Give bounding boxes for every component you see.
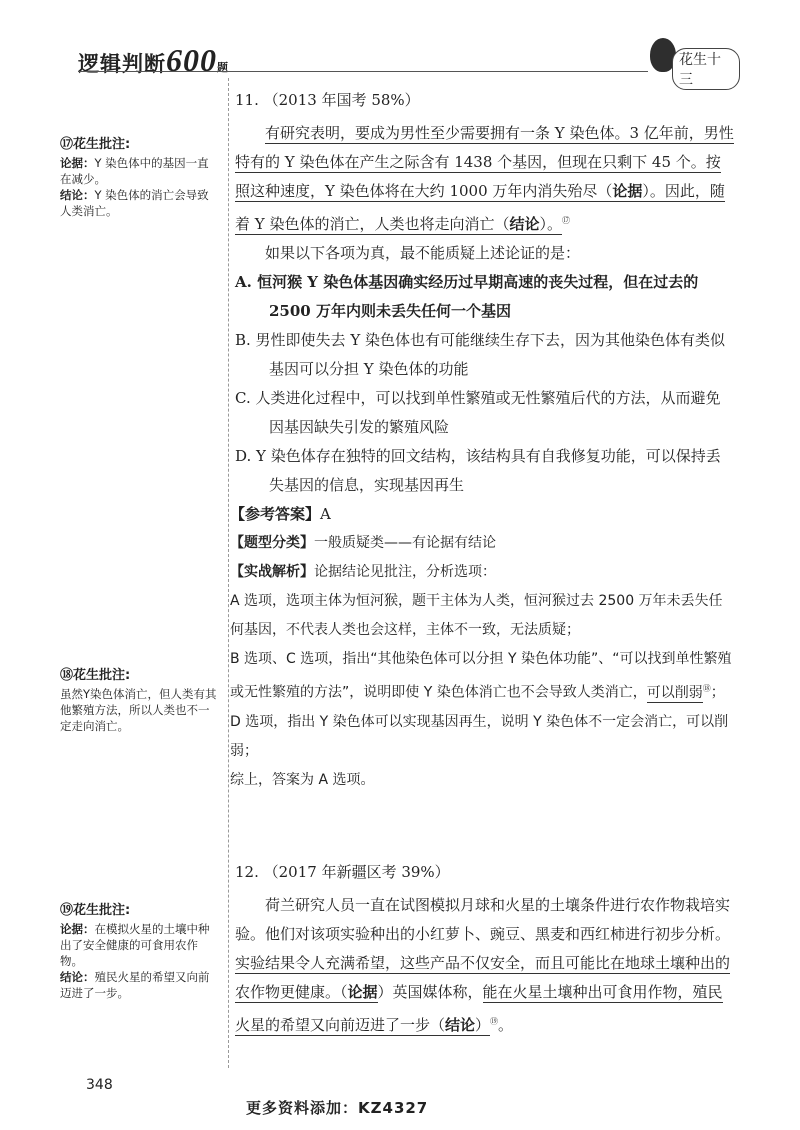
footer-contact: 更多资料添加：KZ4327 [246,1099,429,1117]
analysis-value: 论据结论见批注，分析选项： [314,564,496,580]
annotation-mark: ⑱ [702,684,711,693]
question-stem [235,119,735,239]
option-b: B. 男性即使失去 Y 染色体也有可能继续生存下去，因为其他染色体有类似基因可以分担 Y 染色体的功能 [235,331,726,378]
type-line [230,529,735,558]
question-11 [230,86,735,795]
answer-line [230,500,735,529]
note-title: ⑲花生批注: [60,903,131,918]
title-prefix: 逻辑判断 [78,52,166,76]
stem-text: ）。 [539,215,562,233]
book-title [78,42,229,79]
expl-text: ； [710,684,725,701]
stem-text: ） [475,1016,491,1034]
stem-text: 有研究表明，要成为男性至少需要拥有一条 Y 染色体。3 亿年前，男性特有的 Y 染色体在产生之际含有 1438 个基因，但现在只剩下 45 个。按照这种速度，Y 染色体将在大约 1000 万年内消失殆尽（ [235,124,734,200]
explanation-bc [230,645,735,708]
stem-text: 能在火星土壤种出可食用作物，殖民火星的希望又向前迈进了一步（ [235,983,723,1034]
option-a: A. 恒河猴 Y 染色体基因确实经历过早期高速的丧失过程，但在过去的 2500 万年内则未丢失任何一个基因 [235,273,699,320]
page-number: 348 [86,1077,113,1093]
explanation-summary: 综上，答案为 A 选项。 [230,771,375,788]
side-note-19 [60,903,220,1001]
explanation-d: D 选项，指出 Y 染色体可以实现基因再生，说明 Y 染色体不一定会消亡，可以削弱； [230,713,729,759]
question-prompt: 如果以下各项为真，最不能质疑上述论证的是： [265,244,581,262]
note-text: Y 染色体的消亡会导致人类消亡。 [60,188,209,218]
title-number: 600 [166,42,217,78]
argument-tag: 论据 [612,182,643,200]
note-title: ⑱花生批注: [60,668,131,683]
stem-text: ）英国媒体称， [377,983,483,1001]
note-label: 结论： [60,970,95,984]
annotation-mark: ⑲ [490,1017,499,1026]
explanation-a: A 选项，选项主体为恒河猴，题干主体为人类，恒河猴过去 2500 万年未丢失任何基因，不代表人类也会这样，主体不一致，无法质疑； [230,593,723,638]
type-tag: 【题型分类】 [230,535,314,551]
question-header: 12. （2017 年新疆区考 39%） [235,863,450,881]
brand-logo [650,38,740,88]
argument-tag: 论据 [347,983,378,1001]
conclusion-tag: 结论 [509,215,540,233]
stem-text: ）。因此，随着 Y 染色体的消亡，人类也将走向消亡（ [235,182,725,233]
note-text: 虽然Y染色体消亡，但人类有其他繁殖方法，所以人类也不一定走向消亡。 [60,687,217,733]
question-header: 11. （2013 年国考 58%） [235,91,420,109]
margin-divider [228,78,229,1068]
analysis-tag: 【实战解析】 [230,564,314,580]
side-note-17 [60,137,220,219]
option-c: C. 人类进化过程中，可以找到单性繁殖或无性繁殖后代的方法，从而避免因基因缺失引发的繁殖风险 [235,389,721,436]
note-label: 结论： [60,188,95,202]
header-rule [78,71,648,72]
analysis-line [230,558,735,587]
annotation-mark: ⑰ [561,216,570,225]
stem-text: 实验结果令人充满希望，这些产品不仅安全，而且可能比在地球土壤种出的农作物更健康。（ [235,954,731,1001]
option-d: D. Y 染色体存在独特的回文结构，该结构具有自我修复功能，可以保持丢失基因的信息，实现基因再生 [235,447,721,494]
note-title: ⑰花生批注: [60,137,131,152]
side-note-18 [60,668,220,734]
question-12 [235,858,735,1040]
expl-text: B 选项、C 选项，指出“其他染色体可以分担 Y 染色体功能”、“可以找到单性繁殖或无性繁殖的方法”，说明即使 Y 染色体消亡也不会导致人类消亡， [230,651,732,701]
conclusion-tag: 结论 [445,1016,476,1034]
note-text: 殖民火星的希望又向前迈进了一步。 [60,970,210,1000]
title-suffix: 题 [217,61,229,74]
note-label: 论据： [60,922,95,936]
weaken-text: 可以削弱 [646,684,703,701]
note-text: 在模拟火星的土壤中种出了安全健康的可食用农作物。 [60,922,210,968]
question-stem [235,891,735,1040]
brand-label: 花生十三 [672,48,740,90]
answer-value: A [320,505,331,523]
stem-text: 荷兰研究人员一直在试图模拟月球和火星的土壤条件进行农作物栽培实验。他们对该项实验种出的小红萝卜、豌豆、黑麦和西红柿进行初步分析。 [235,896,731,943]
stem-text: 。 [498,1016,514,1034]
note-label: 论据： [60,156,95,170]
answer-tag: 【参考答案】 [230,505,321,523]
note-text: Y 染色体中的基因一直在减少。 [60,156,209,186]
type-value: 一般质疑类——有论据有结论 [314,535,496,551]
